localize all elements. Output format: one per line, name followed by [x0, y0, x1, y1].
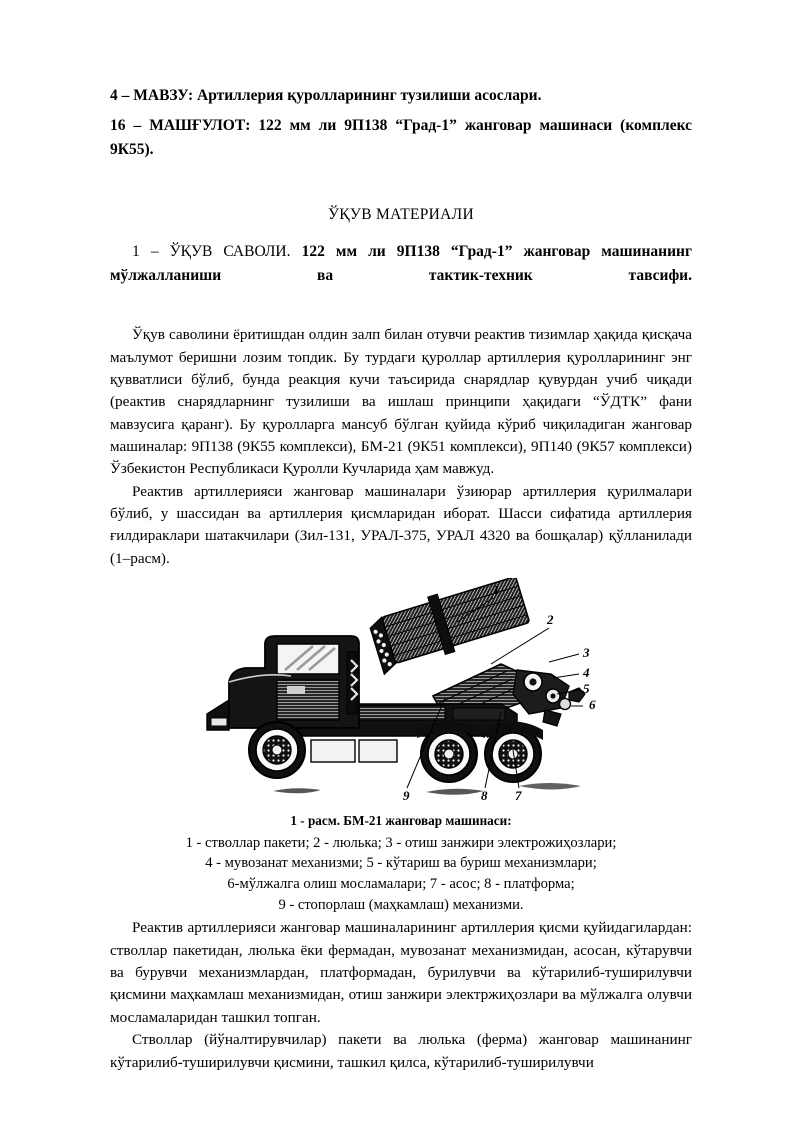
study-question-prefix: 1 – ЎҚУВ САВОЛИ.	[132, 243, 291, 261]
paragraph-intro: Ўқув саволини ёритишдан олдин залп билан отувчи реактив тизимлар ҳақида қисқача маълумот беришни лозим топдик. Бу турдаги қуроллар артиллерия қуролларининг энг қувватлиси бўлиб, бунда реакция кучи таъсирида снарядлар қувурдан учиб чиқади (реактив снарядларнинг тузилиши ва ишлаш принципи ҳақидаги “ЎДТК” фани мавзусига қаранг). Бу қуролларга мансуб бўлган қуйида кўриб чиқиладиган жанговар машиналар: 9П138 (9К55 комплекси), БМ-21 (9К51 комплекси), 9П140 (9К57 комплекси) Ўзбекистон Республикаси Қуролли Кучларида ҳам мавжуд.	[110, 326, 692, 478]
ground-shadows	[273, 783, 581, 795]
callout-6: 6	[589, 697, 596, 713]
paragraph-chassis: Реактив артиллерияси жанговар машиналари ўзиюрар артиллерия қурилмалари бўлиб, у шассидан ва артиллерия қисмларидан иборат. Шасси сифатида артиллерия ғилдираклари шатакчилари (Зил-131, УРАЛ-375, УРАЛ 4320 ва бошқалар) қўлланилади (1–расм).	[110, 482, 692, 567]
callout-9: 9	[403, 788, 410, 804]
study-question-bold: 122 мм ли 9П138 “Град-1” жанговар машинанинг мўлжалланиши ва тактик-техник тавсифи.	[110, 243, 693, 285]
figure-caption-line-4: 9 - стопорлаш (маҳкамлаш) механизми.	[278, 896, 524, 913]
figure-caption-title: 1 - расм. БМ-21 жанговар машинаси:	[290, 813, 512, 829]
figure-caption-line-1: 1 - стволлар пакети; 2 - люлька; 3 - отиш занжири электрожиҳозлари;	[185, 834, 617, 851]
session-heading: 16 – МАШҒУЛОТ: 122 мм ли 9П138 “Град-1” жанговар машинаси (комплекс 9К55).	[110, 116, 692, 159]
callout-8: 8	[481, 788, 488, 804]
callout-5: 5	[583, 681, 590, 697]
figure-1	[110, 578, 692, 915]
page-content	[110, 84, 692, 1074]
callout-4: 4	[583, 665, 590, 681]
truck-cab	[207, 636, 359, 730]
topic-heading: 4 – МАВЗУ: Артиллерия қуролларининг тузилиши асослари.	[110, 87, 542, 104]
wheel-front	[249, 722, 305, 778]
figure-caption-line-3: 6-мўлжалга олиш мосламалари; 7 - асос; 8 - платформа;	[227, 876, 575, 892]
rear-mechanisms	[513, 670, 585, 726]
bm21-launcher-illustration	[201, 578, 601, 808]
callout-1: 1	[493, 582, 500, 598]
callout-2: 2	[547, 612, 554, 628]
rocket-tube-pack	[367, 578, 532, 674]
paragraph-artillery-part: Реактив артиллерияси жанговар машиналарининг артиллерия қисми қуйидагилардан: стволлар пакетидан, люлька ёки фермадан, мувозанат механизмидан, асосан, кўтарувчи ва бурувчи механизмлардан, платформадан, бурилувчи ва кўтарилиб-туширилувчи қисмини маҳкамлаш механизмидан, отиш занжири электржиҳозлари ва мўлжалга олувчи мосламаларидан ташкил топган.	[110, 919, 692, 1026]
section-title: ЎҚУВ МАТЕРИАЛИ	[328, 206, 474, 223]
callout-3: 3	[583, 645, 590, 661]
figure-caption-line-2: 4 - мувозанат механизми; 5 - кўтариш ва буриш механизмлари;	[205, 855, 597, 872]
study-question	[110, 240, 692, 312]
paragraph-barrel-pack: Стволлар (йўналтирувчилар) пакети ва люлька (ферма) жанговар машинанинг кўтарилиб-туширилувчи қисмини, ташкил қилса, кўтарилиб-туширилувчи	[110, 1031, 692, 1071]
callout-7: 7	[515, 788, 522, 804]
